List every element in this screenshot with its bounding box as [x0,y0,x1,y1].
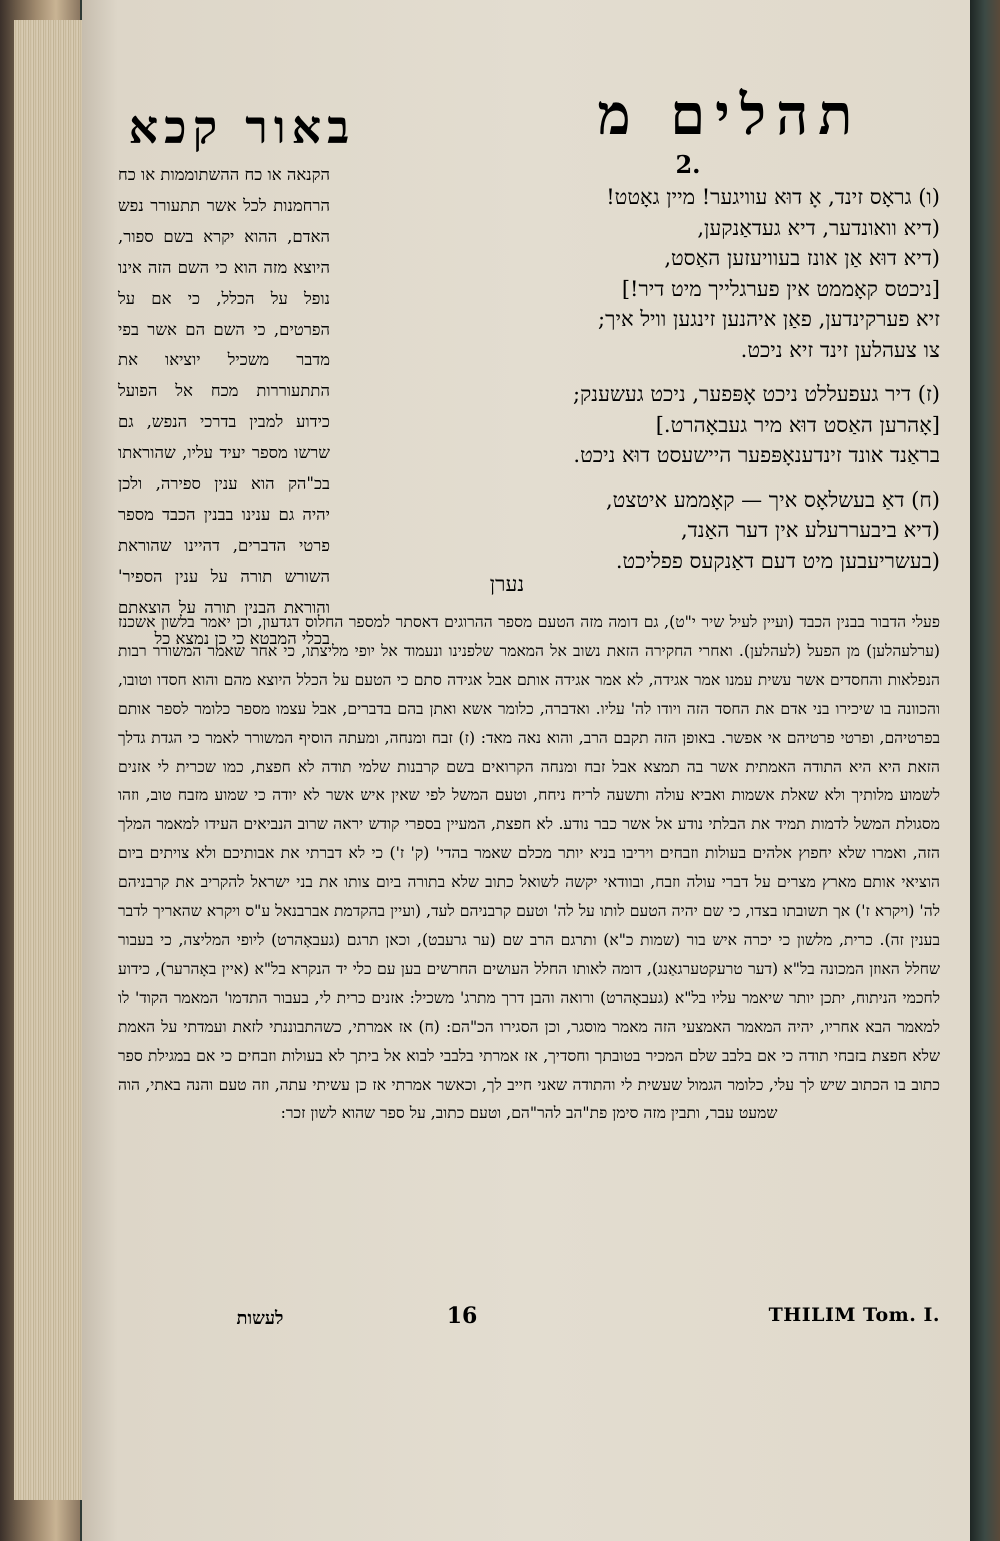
verse-line: (דיא וואונדער, דיא געדאַנקען, [697,215,940,240]
signature-mark: THILIM Tom. I. [768,1304,940,1326]
verse-line: זיא פערקינדען, פאַן איהנען זינגען וויל איך; [598,307,940,331]
verse-line: בראַנד אונד זינדענאָפּפער היישעסט דוּא ניכט. [573,443,940,467]
page-edges [14,20,84,1500]
next-page-edge [970,0,1000,1541]
page-number: 16 [446,1303,478,1329]
full-width-commentary [118,608,940,1128]
psalm-header: תהלים מ [597,82,863,148]
verse-block [470,182,940,576]
commentary-header: באור קכא [128,100,356,154]
verse-line: [ניכטס קאָממט אין פערגלייך מיט דיר!] [621,276,940,301]
catchword: לעשות [236,1308,284,1329]
commentary-column [118,160,330,655]
verse-line: (בעשריעבען מיט דעם דאַנקעס פפליכט. [615,548,940,573]
margin-word: נערן [489,572,525,596]
commentary-paragraph: פעלי הדבור בבנין הכבד (ועיין לעיל שיר י"ט), גם דומה מזה הטעם מספר ההרוגים דאסתר למספר החלוס דגדעון, וכן יאמר בלשון אשכנז (ערלעהלען) מן הפעל (לעהלען). ואחרי החקירה הזאת נשוב אל המאמר שלפנינו ונעמוד אל יופי מליצתו, כי אחר שאמר המשורר רבות הנפלאות והחסדים אשר עשית עמנו אמר אגידה, לא אמר אגידה אותם אבל אגידה סתם כי הטעם על הכלל היוצא מהם והוא חסדו וטובו, והכוונה בו שיכירו בני אדם את החסד הזה ויודו לה' עליו. ואדברה, כלומר אשא ואתן בהם בדברים, אבל עצמו מספר כלומר לספר אותם בפרטיהם, ופרטי פרטיהם אי אפשר. באופן הזה תקבם הרב, והוא נאה מאד: (ז) זבח ומנחה, ומעתה הוסיף המשורר לאמר כי הגדת גדלך הזאת היא היא התודה האמתית אשר בה תמצא אבל זבח ומנחה הקרואים בשם קרבנות שלמי תודה לא חפצת, כמו שכרית לי אזנים לשמוע מלותיך ולא שאלת אשמות ואביא עולה ותשעה לריח ניחח, וטעם המשל לפי שאין איש אשר לא יודה כי שמוע מזבח טוב, וזהו מסגולת המשל לדמות תמיד את הבלתי נודע אל אשר כבר נודע. לא חפצת, המעיין בספרי קודש יראה שרוב הנביאים העידו למאמר המלך הזה, ואמרו שלא יחפוץ אלהים בעולות וזבחים ויריבו בניא יותר מכלם שאמר בהדי' (ק' ז') כי לא דברתי את אבותיכם ולא צויתים ביום הוציאי אותם מארץ מצרים על דברי עולה וזבח, ובוודאי יקשה לשואל כתוב שלא בתורה ביום צותו את בני ישראל להקריב את קרבניהם לה' (ויקרא ז') אך תשובתו בצדו, כי שם יהיה הטעם לותו על לה' וטעם קרבניהם לעד, (ועיין בהקדמת אברבנאל ע"ס ויקרא שהאריך לדבר בענין זה). כרית, מלשון כי יכרה איש בור (שמות כ"א) ותרגם הרב שם (ער גרעבט), וכאן תרגם (געבאָהרט) ליופי המליצה, כי בעבור שחלל האוזן המכונה בל"א (דער טרעקטערגאַנג), דומה לאותו החלל העושים החרשים בען עם כלי יד הנקרא בל"א (איין באָהרער), כידוע לחכמי הניתוח, יתכן יותר שיאמר עליו בל"א (געבאָהרט) ורואה והבן דרך מתרג' משכיל: אזנים כרית לי, בעבור התדמו' המאמר הקוד' לו למאמר הבא אחריו, יהיה המאמר האמצעי הזה מאמר מוסגר, וכן הסגירו הכ"הם: (ח) אז אמרתי, כשהתבוננתי לזאת ועמדתי על האמת שלא חפצת בזבחי תודה כי אם בלבב שלם המכיר בטובתך וחסדיך, אז אמרתי בלבבי לבוא אל ביתך לא בעולות וזבחים כי אם במגילת ספר כתוב בו הכתוב שיש לך עלי, כלומר הגמול שעשית לי והתודה שאני חייב לך, וכאשר אמרתי אז כן עשיתי עתה, וזה טעם והנה באתי, הוה שמעט עבר, ותבין מזה סימן פת"הב להר"הם, וטעם כתוב, על ספר שהוא לשון זכר: [118,613,941,1123]
verse-line: (ח) דאַ בעשלאָס איך — קאָממע איטצט, [605,487,940,512]
verse-line: (ז) דיר געפעללט ניכט אָפּפער, ניכט געשענק; [572,382,940,406]
verse-line: צו צעהלען זינד זיא ניכט. [740,337,940,362]
verse-line: (ו) גראָס זינד, אָ דוּא עוויגער! מיין גאָטט! [606,185,940,209]
verse-line: [אָהרען האַסט דוּא מיר געבאָהרט.] [655,412,940,437]
verse-line: (דיא דוּא אַן אונז בעוויעזען האַסט, [664,246,940,270]
section-number: 2. [675,150,701,179]
verse-line: (דיא ביבעררעלע אין דער האַנד, [680,518,940,542]
commentary-text: הקנאה או כח ההשתוממות או כח הרחמנות לכל אשר תתעורר נפש האדם, ההוא יקרא בשם ספור, היוצא מזה הוא כי השם הזה אינו נופל על הכלל, כי אם על הפרטים, כי השם הם אשר בפי מדבר משכיל יוציאו את התתעוררות מכח אל הפועל כידוע למבין בדרכי הנפש, גם שרשו מספר יעיד עליו, שהוראתו בכ"הק הוא ענין ספירה, ולכן יהיה גם ענינו בבנין הכבד מספר פרטי הדברים, דהיינו שהוראת השורש תורה על ענין הספיר' והוראת הבנין תורה על הוצאתם בכלי המבטא כי כן נמצא כל [117,165,330,648]
